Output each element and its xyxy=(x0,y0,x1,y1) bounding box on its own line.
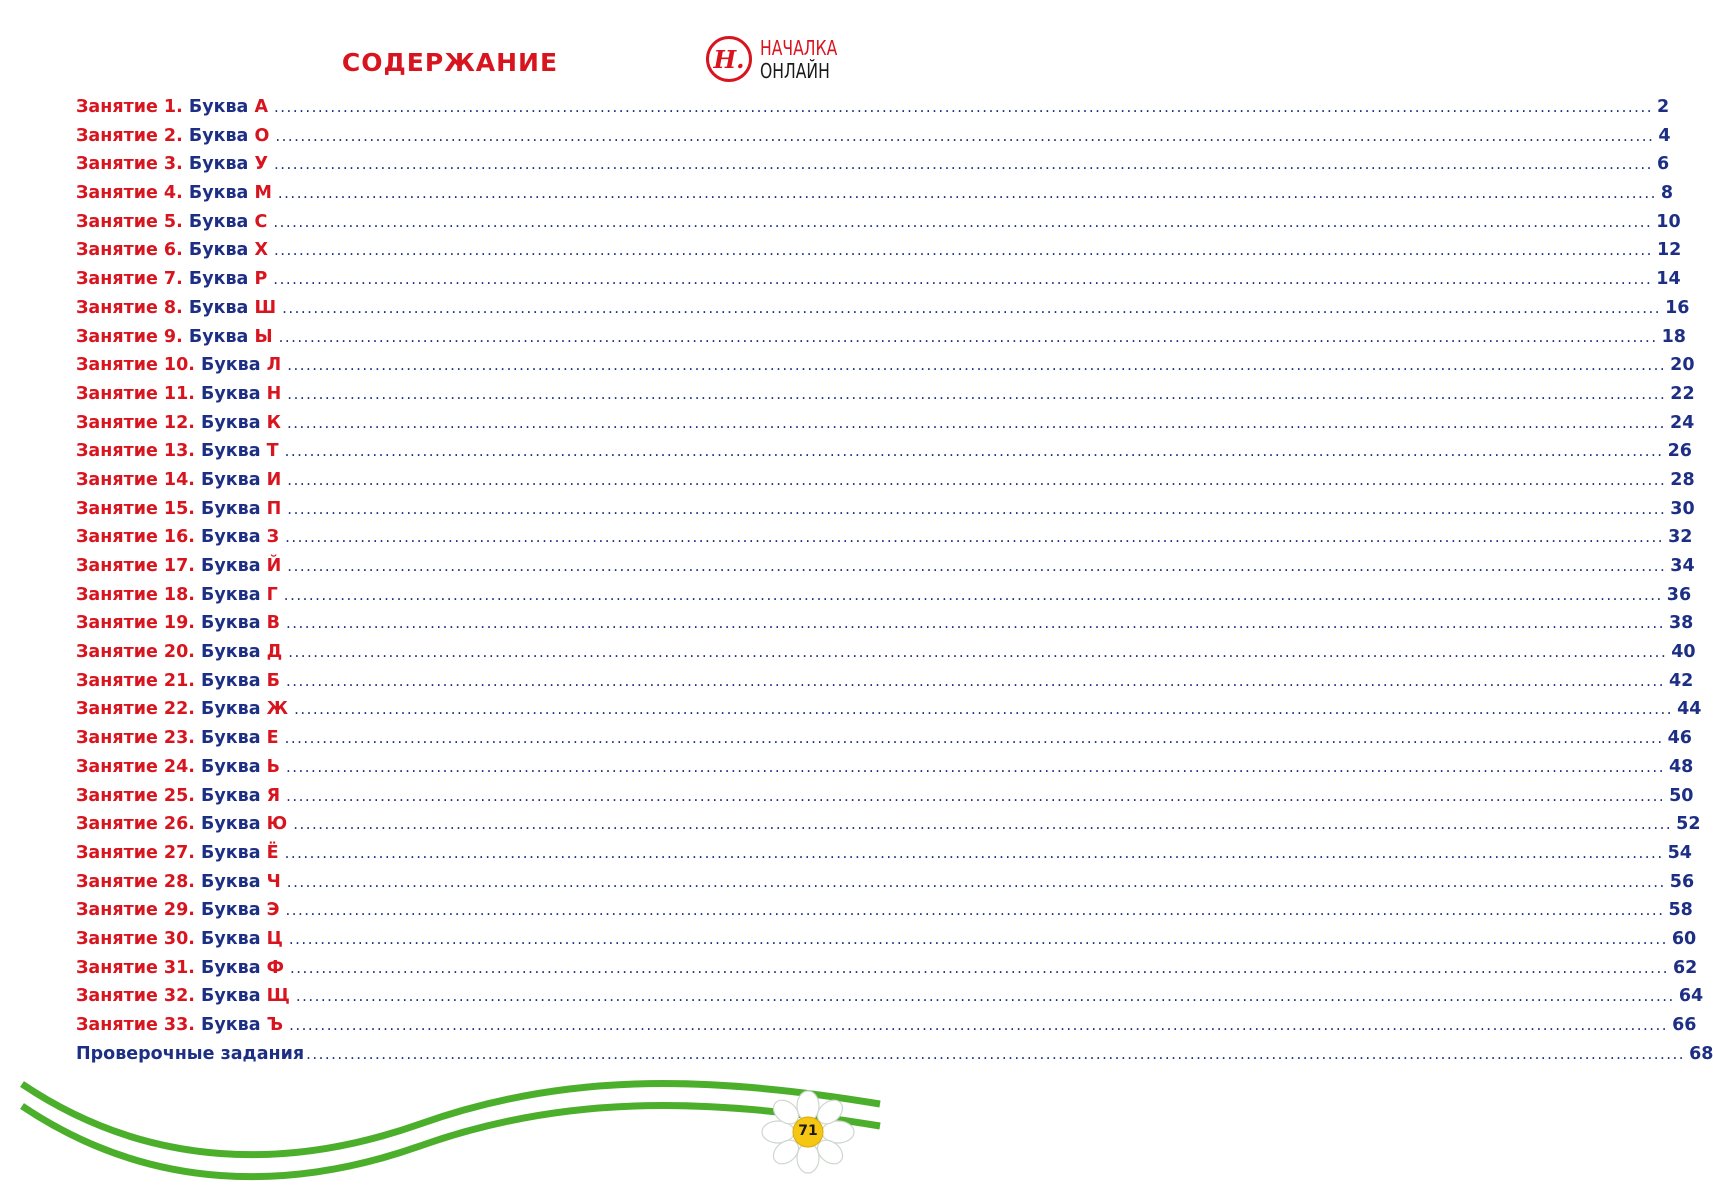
lesson-number: Занятие 13. xyxy=(76,441,195,462)
letter: Ы xyxy=(254,326,273,347)
page-number: 2 xyxy=(1657,97,1670,117)
letter: К xyxy=(266,412,281,433)
letter: Ъ xyxy=(266,1015,284,1035)
page-number: 12 xyxy=(1656,240,1682,261)
page-number: 38 xyxy=(1668,613,1694,634)
dot-leader: ............................................................................................................................................................................................................................ xyxy=(285,901,1665,920)
letter-word: Буква xyxy=(201,383,261,404)
lesson-number: Занятие 16. xyxy=(76,527,195,548)
letter: Л xyxy=(266,355,282,376)
toc-entry[interactable] xyxy=(76,638,1696,667)
letter: Е xyxy=(266,728,279,749)
toc-entry[interactable] xyxy=(76,581,1692,610)
letter: Ф xyxy=(266,957,284,978)
letter-word: Буква xyxy=(201,699,261,720)
dot-leader: ............................................................................................................................................................................................................................ xyxy=(285,757,1665,776)
letter: А xyxy=(254,97,269,117)
page-number: 18 xyxy=(1661,326,1686,347)
dot-leader: ............................................................................................................................................................................................................................ xyxy=(273,270,1653,289)
table-of-contents xyxy=(76,93,1713,1068)
lesson-number: Занятие 31. xyxy=(76,957,195,978)
lesson-number: Занятие 30. xyxy=(76,928,195,949)
toc-entry[interactable] xyxy=(76,724,1692,753)
page-number: 40 xyxy=(1671,642,1696,663)
toc-entry[interactable] xyxy=(76,523,1693,552)
logo-text-line2: ОНЛАЙН xyxy=(760,59,830,83)
page-number: 26 xyxy=(1667,441,1692,462)
letter-word: Буква xyxy=(201,785,261,806)
letter-word: Буква xyxy=(201,441,261,462)
dot-leader: ............................................................................................................................................................................................................................ xyxy=(283,585,1663,604)
letter-word: Буква xyxy=(201,584,261,605)
lesson-number: Занятие 25. xyxy=(76,785,195,806)
dot-leader: ............................................................................................................................................................................................................................ xyxy=(286,786,1666,805)
letter-word: Буква xyxy=(201,642,261,663)
lesson-number: Занятие 27. xyxy=(76,842,195,863)
lesson-number: Занятие 22. xyxy=(76,699,195,720)
letter-word: Буква xyxy=(201,756,261,777)
toc-entry[interactable] xyxy=(76,896,1693,925)
page-number: 14 xyxy=(1656,269,1681,290)
letter-word: Буква xyxy=(188,240,249,261)
toc-entry[interactable] xyxy=(76,695,1702,724)
dot-leader: ............................................................................................................................................................................................................................ xyxy=(285,528,1665,547)
toc-entry[interactable] xyxy=(76,351,1695,380)
letter-word: Буква xyxy=(201,412,261,433)
toc-entry[interactable] xyxy=(76,409,1695,438)
dot-leader: ............................................................................................................................................................................................................................ xyxy=(286,413,1666,432)
letter: О xyxy=(254,125,270,146)
toc-entry[interactable] xyxy=(76,868,1695,897)
letter: Ж xyxy=(266,699,289,720)
page-number: 32 xyxy=(1668,527,1693,548)
dot-leader: ............................................................................................................................................................................................................................ xyxy=(295,987,1675,1006)
page-number: 46 xyxy=(1667,728,1692,749)
page-number: 8 xyxy=(1660,183,1674,204)
letter-word: Буква xyxy=(201,900,261,921)
lesson-number: Занятие 6. xyxy=(76,240,183,261)
lesson-number: Занятие 29. xyxy=(76,900,195,921)
page-number: 58 xyxy=(1668,900,1693,921)
page-number: 16 xyxy=(1665,297,1690,318)
lesson-number: Занятие 20. xyxy=(76,642,195,663)
letter-word: Буква xyxy=(201,728,261,749)
letter-word: Буква xyxy=(201,814,261,835)
letter-word: Буква xyxy=(188,269,249,290)
page-number: 22 xyxy=(1670,383,1695,404)
letter-word: Буква xyxy=(188,297,249,318)
lesson-number: Занятие 17. xyxy=(76,556,195,576)
letter-word: Буква xyxy=(188,183,249,204)
toc-entry[interactable] xyxy=(76,552,1695,581)
lesson-number: Занятие 9. xyxy=(76,326,183,347)
letter: В xyxy=(266,613,280,634)
lesson-number: Занятие 8. xyxy=(76,297,183,318)
toc-entry[interactable] xyxy=(76,208,1681,237)
page-number: 44 xyxy=(1677,699,1702,720)
letter: Я xyxy=(266,785,281,806)
dot-leader: ............................................................................................................................................................................................................................ xyxy=(287,557,1667,575)
letter: Ц xyxy=(266,928,283,949)
letter: С xyxy=(254,211,268,232)
dot-leader: ............................................................................................................................................................................................................................ xyxy=(284,843,1664,862)
toc-entry[interactable] xyxy=(76,810,1701,839)
dot-leader: ............................................................................................................................................................................................................................ xyxy=(293,815,1673,834)
letter-word: Буква xyxy=(201,871,261,892)
letter: Ь xyxy=(266,756,280,777)
toc-entry[interactable] xyxy=(76,323,1686,352)
page-number: 4 xyxy=(1658,125,1671,146)
toc-entry[interactable] xyxy=(76,265,1681,294)
dot-leader: ............................................................................................................................................................................................................................ xyxy=(284,729,1664,748)
dot-leader: ............................................................................................................................................................................................................................ xyxy=(288,929,1668,948)
lesson-number: Занятие 24. xyxy=(76,756,195,777)
letter: Ю xyxy=(266,814,288,835)
page-number: 54 xyxy=(1667,842,1692,863)
page-number: 62 xyxy=(1672,957,1698,978)
letter: П xyxy=(266,498,282,519)
lesson-number: Занятие 3. xyxy=(76,154,183,175)
dot-leader: ............................................................................................................................................................................................................................ xyxy=(282,298,1662,317)
lesson-number: Занятие 32. xyxy=(76,986,195,1007)
page-number: 52 xyxy=(1676,814,1701,835)
lesson-number: Занятие 5. xyxy=(76,211,183,232)
letter-word: Буква xyxy=(188,211,249,232)
lesson-number: Занятие 12. xyxy=(76,412,195,433)
dot-leader: ............................................................................................................................................................................................................................ xyxy=(273,212,1653,231)
toc-entry[interactable] xyxy=(76,93,1670,122)
letter-word: Буква xyxy=(201,957,261,978)
toc-entry[interactable] xyxy=(76,437,1692,466)
dot-leader: ............................................................................................................................................................................................................................ xyxy=(284,442,1664,461)
dot-leader: ............................................................................................................................................................................................................................ xyxy=(275,126,1655,145)
dot-leader: ............................................................................................................................................................................................................................ xyxy=(289,1016,1669,1034)
dot-leader: ............................................................................................................................................................................................................................ xyxy=(285,614,1665,633)
letter-word: Буква xyxy=(201,1015,261,1035)
lesson-number: Занятие 21. xyxy=(76,670,195,691)
logo-mark-icon: Н. xyxy=(706,36,752,82)
dot-leader: ............................................................................................................................................................................................................................ xyxy=(286,872,1666,891)
letter-word: Буква xyxy=(201,527,261,548)
toc-entry[interactable] xyxy=(76,495,1695,524)
dot-leader: ............................................................................................................................................................................................................................ xyxy=(285,671,1665,690)
page-number: 34 xyxy=(1670,556,1695,576)
letter: Г xyxy=(266,584,278,605)
letter-word: Буква xyxy=(201,986,261,1007)
page-number: 30 xyxy=(1670,498,1695,519)
page-number: 20 xyxy=(1670,355,1695,376)
page-number: 28 xyxy=(1670,469,1695,490)
page-title: СОДЕРЖАНИЕ xyxy=(341,48,559,77)
letter: Т xyxy=(266,441,279,462)
page-number: 24 xyxy=(1669,412,1695,433)
lesson-number: Занятие 28. xyxy=(76,871,195,892)
letter: Ч xyxy=(266,871,281,892)
dot-leader: ............................................................................................................................................................................................................................ xyxy=(290,958,1669,977)
dot-leader: ............................................................................................................................................................................................................................ xyxy=(288,643,1668,662)
page-number: 36 xyxy=(1666,584,1692,605)
dot-leader: ............................................................................................................................................................................................................................ xyxy=(287,356,1667,375)
letter-word: Буква xyxy=(201,928,261,949)
letter: Д xyxy=(266,642,283,663)
letter: Й xyxy=(266,556,282,576)
lesson-number: Занятие 1. xyxy=(76,97,183,117)
toc-entry[interactable] xyxy=(76,179,1674,208)
page-number: 64 xyxy=(1678,986,1704,1007)
letter-word: Буква xyxy=(188,125,249,146)
toc-entry[interactable] xyxy=(76,122,1671,151)
toc-entry[interactable] xyxy=(76,609,1694,638)
letter: Х xyxy=(254,240,268,261)
letter: Р xyxy=(254,269,268,290)
letter: Ё xyxy=(266,842,279,863)
toc-entry[interactable] xyxy=(76,150,1670,179)
letter-word: Буква xyxy=(201,842,261,863)
logo-text-line1: НАЧАЛКА xyxy=(760,36,838,60)
lesson-number: Занятие 33. xyxy=(76,1015,195,1035)
toc-entry[interactable] xyxy=(76,236,1682,265)
dot-leader: ............................................................................................................................................................................................................................ xyxy=(274,98,1653,116)
lesson-number: Занятие 18. xyxy=(76,584,195,605)
lesson-number: Занятие 7. xyxy=(76,269,183,290)
page-number-badge: 71 xyxy=(798,1123,818,1139)
toc-entry[interactable] xyxy=(76,982,1704,1011)
toc-entry[interactable] xyxy=(76,925,1697,954)
letter: Н xyxy=(266,383,282,404)
letter-word: Буква xyxy=(201,355,261,376)
final-entry-label: Проверочные задания xyxy=(76,1043,305,1064)
lesson-number: Занятие 10. xyxy=(76,355,195,376)
letter: З xyxy=(266,527,280,548)
lesson-number: Занятие 4. xyxy=(76,183,183,204)
letter-word: Буква xyxy=(201,498,261,519)
lesson-number: Занятие 19. xyxy=(76,613,195,634)
letter-word: Буква xyxy=(201,556,261,576)
letter: Э xyxy=(266,900,280,921)
dot-leader: ............................................................................................................................................................................................................................ xyxy=(273,155,1653,174)
dot-leader: ............................................................................................................................................................................................................................ xyxy=(287,499,1667,518)
page-number: 10 xyxy=(1656,211,1681,232)
toc-entry[interactable] xyxy=(76,1011,1697,1040)
page-number: 56 xyxy=(1669,871,1695,892)
toc-entry[interactable] xyxy=(76,954,1698,983)
lesson-number: Занятие 15. xyxy=(76,498,195,519)
lesson-number: Занятие 2. xyxy=(76,125,183,146)
dot-leader: ............................................................................................................................................................................................................................ xyxy=(287,470,1667,489)
toc-entry[interactable] xyxy=(76,380,1695,409)
page-number: 60 xyxy=(1671,928,1697,949)
letter-word: Буква xyxy=(188,97,249,117)
page-number: 66 xyxy=(1672,1015,1697,1035)
letter-word: Буква xyxy=(188,326,249,347)
letter: И xyxy=(266,469,282,490)
page-number: 50 xyxy=(1669,785,1694,806)
letter-word: Буква xyxy=(201,613,261,634)
lesson-number: Занятие 14. xyxy=(76,469,195,490)
dot-leader: ............................................................................................................................................................................................................................ xyxy=(287,384,1667,403)
page-number: 68 xyxy=(1689,1043,1713,1064)
dot-leader: ............................................................................................................................................................................................................................ xyxy=(294,700,1674,719)
toc-entry[interactable] xyxy=(76,466,1695,495)
letter: У xyxy=(254,154,268,175)
toc-entry[interactable] xyxy=(76,294,1690,323)
lesson-number: Занятие 23. xyxy=(76,728,195,749)
letter: Щ xyxy=(266,986,290,1007)
lesson-number: Занятие 11. xyxy=(76,383,195,404)
letter-word: Буква xyxy=(188,154,249,175)
dot-leader: ............................................................................................................................................................................................................................ xyxy=(277,184,1657,203)
toc-entry[interactable] xyxy=(76,782,1694,811)
lesson-number: Занятие 26. xyxy=(76,814,195,835)
page-number: 48 xyxy=(1668,756,1694,777)
page-number: 6 xyxy=(1656,154,1670,175)
toc-entry[interactable] xyxy=(76,667,1694,696)
letter-word: Буква xyxy=(201,670,261,691)
page-number: 42 xyxy=(1668,670,1694,691)
letter: Б xyxy=(266,670,280,691)
dot-leader: ............................................................................................................................................................................................................................ xyxy=(273,241,1653,260)
dot-leader: ............................................................................................................................................................................................................................ xyxy=(278,327,1658,346)
logo xyxy=(706,36,866,86)
toc-entry[interactable] xyxy=(76,839,1692,868)
letter-word: Буква xyxy=(201,469,261,490)
dot-leader: ............................................................................................................................................................................................................................ xyxy=(306,1044,1686,1063)
letter: Ш xyxy=(254,297,277,318)
toc-entry[interactable] xyxy=(76,753,1694,782)
letter: М xyxy=(254,183,272,204)
